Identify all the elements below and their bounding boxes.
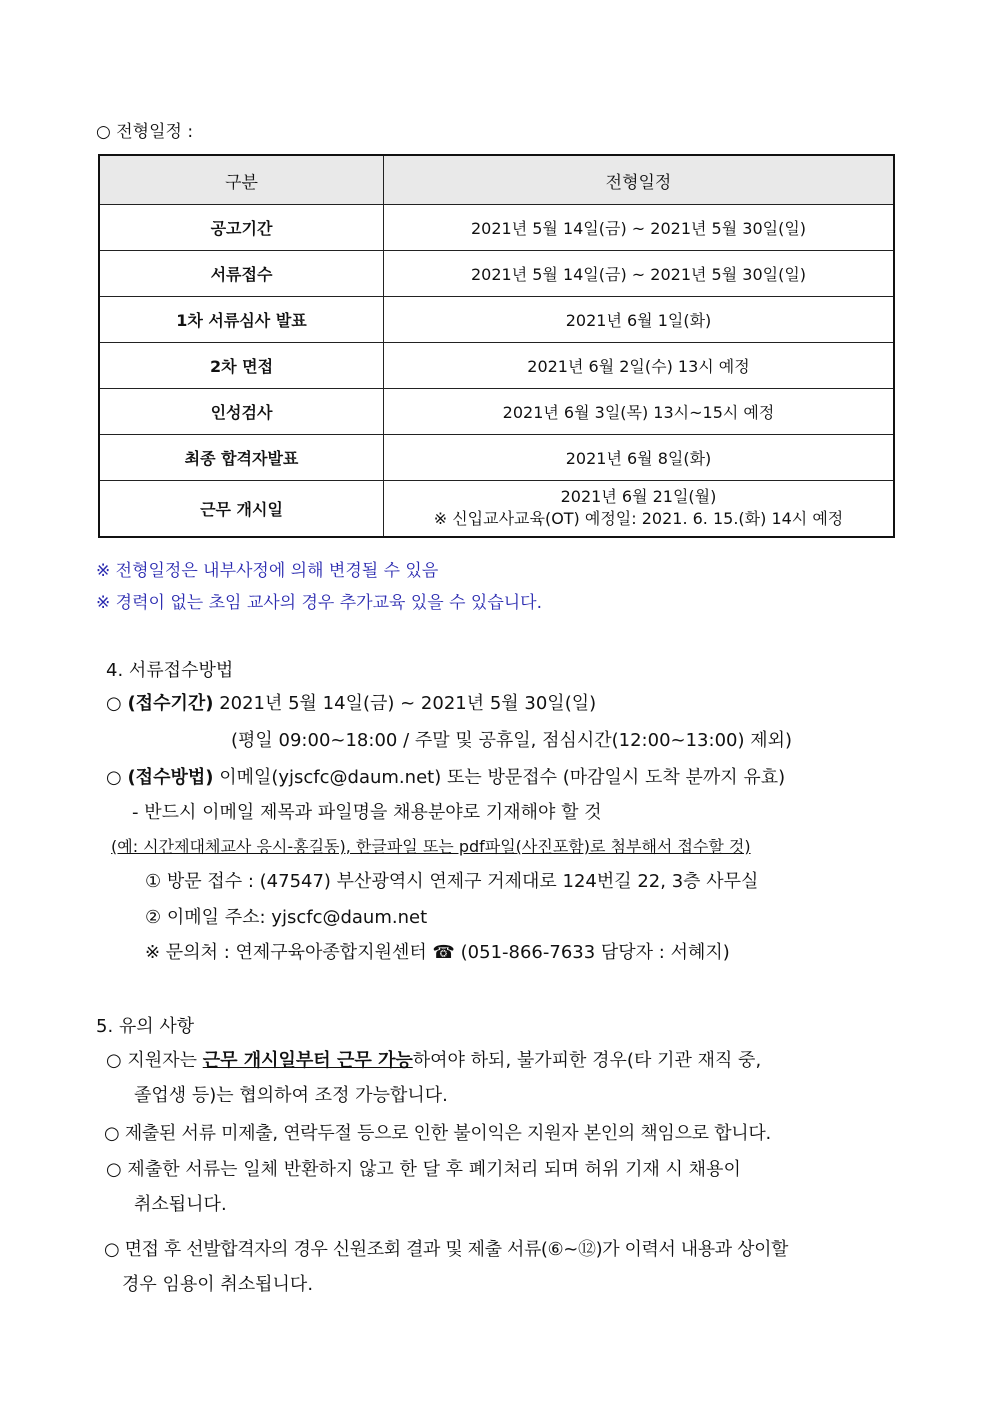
contact-line [145, 938, 730, 964]
section5-title: 5. 유의 사항 [96, 1016, 195, 1037]
notice-item-4-cont: 경우 임용이 취소됩니다. [122, 1274, 314, 1295]
email-address: ② 이메일 주소: yjscfc@daum.net [145, 907, 428, 928]
section4-title: 4. 서류접수방법 [106, 660, 234, 681]
schedule-heading: ○ 전형일정 : [96, 122, 194, 142]
example-note: (예: 시간제대체교사 응시-홍길동), 한글파일 또는 pdf파일(사진포함)로 첨부해서 접수할 것) [111, 837, 751, 856]
table-header-row [99, 155, 894, 205]
period-line [106, 689, 596, 715]
note-extra-training: ※ 경력이 없는 초임 교사의 경우 추가교육 있을 수 있습니다. [96, 593, 542, 613]
row-value: 2021년 5월 14일(금) ~ 2021년 5월 30일(일) [384, 251, 895, 297]
row-label: 인성검사 [99, 389, 384, 435]
table-row [99, 435, 894, 481]
row-value: 2021년 6월 3일(목) 13시~15시 예정 [384, 389, 895, 435]
row-label: 공고기간 [99, 205, 384, 251]
row-label: 2차 면접 [99, 343, 384, 389]
notice-item-1 [106, 1046, 761, 1072]
start-date: 2021년 6월 21일(월) [560, 487, 717, 507]
bullet: ○ [106, 693, 122, 714]
period-label: (접수기간) [127, 693, 214, 714]
row-label: 근무 개시일 [99, 481, 384, 537]
bullet: ○ [106, 767, 122, 788]
notice-item-3: ○ 제출한 서류는 일체 반환하지 않고 한 달 후 폐기처리 되며 허위 기재 시 채용이 [106, 1159, 741, 1180]
header-category: 구분 [99, 155, 384, 205]
row-label: 최종 합격자발표 [99, 435, 384, 481]
table-row [99, 389, 894, 435]
row-value: 2021년 6월 8일(화) [384, 435, 895, 481]
method-value: 이메일(yjscfc@daum.net) 또는 방문접수 (마감일시 도착 분까지 유효) [213, 767, 786, 788]
note-schedule-change: ※ 전형일정은 내부사정에 의해 변경될 수 있음 [96, 561, 439, 581]
contact-prefix: ※ 문의처 : 연제구육아종합지원센터 [145, 942, 427, 963]
notice-text: ○ 지원자는 [106, 1050, 203, 1071]
table-row [99, 343, 894, 389]
row-value: 2021년 5월 14일(금) ~ 2021년 5월 30일(일) [384, 205, 895, 251]
notice-item-1-cont: 졸업생 등)는 협의하여 조정 가능합니다. [134, 1085, 448, 1106]
period-note: (평일 09:00~18:00 / 주말 및 공휴일, 점심시간(12:00~13:00) 제외) [231, 730, 793, 751]
table-row [99, 251, 894, 297]
notice-text: 하여야 하되, 불가피한 경우(타 기관 재직 중, [412, 1050, 762, 1071]
row-value: 2021년 6월 1일(화) [384, 297, 895, 343]
method-note: - 반드시 이메일 제목과 파일명을 채용분야로 기재해야 할 것 [132, 802, 602, 823]
notice-emphasis: 근무 개시일부터 근무 가능 [202, 1050, 413, 1071]
method-label: (접수방법) [127, 767, 214, 788]
notice-item-2: ○ 제출된 서류 미제출, 연락두절 등으로 인한 불이익은 지원자 본인의 책임으로 합니다. [104, 1123, 771, 1144]
row-value: 2021년 6월 2일(수) 13시 예정 [384, 343, 895, 389]
table-row [99, 205, 894, 251]
row-value [384, 481, 895, 537]
table-row [99, 481, 894, 537]
notice-item-4: ○ 면접 후 선발합격자의 경우 신원조회 결과 및 제출 서류(⑥~⑫)가 이력서 내용과 상이할 [104, 1239, 789, 1260]
contact-suffix: (051-866-7633 담당자 : 서혜지) [460, 942, 730, 963]
row-label: 1차 서류심사 발표 [99, 297, 384, 343]
phone-icon: ☎ [432, 942, 455, 963]
period-value: 2021년 5월 14일(금) ~ 2021년 5월 30일(일) [213, 693, 597, 714]
row-label: 서류접수 [99, 251, 384, 297]
method-line [106, 763, 785, 789]
header-schedule: 전형일정 [384, 155, 895, 205]
table-row [99, 297, 894, 343]
schedule-table [98, 154, 895, 538]
visit-address: ① 방문 접수 : (47547) 부산광역시 연제구 거제대로 124번길 22, 3층 사무실 [145, 871, 759, 892]
orientation-note: ※ 신입교사교육(OT) 예정일: 2021. 6. 15.(화) 14시 예정 [433, 509, 844, 529]
notice-item-3-cont: 취소됩니다. [134, 1194, 227, 1215]
